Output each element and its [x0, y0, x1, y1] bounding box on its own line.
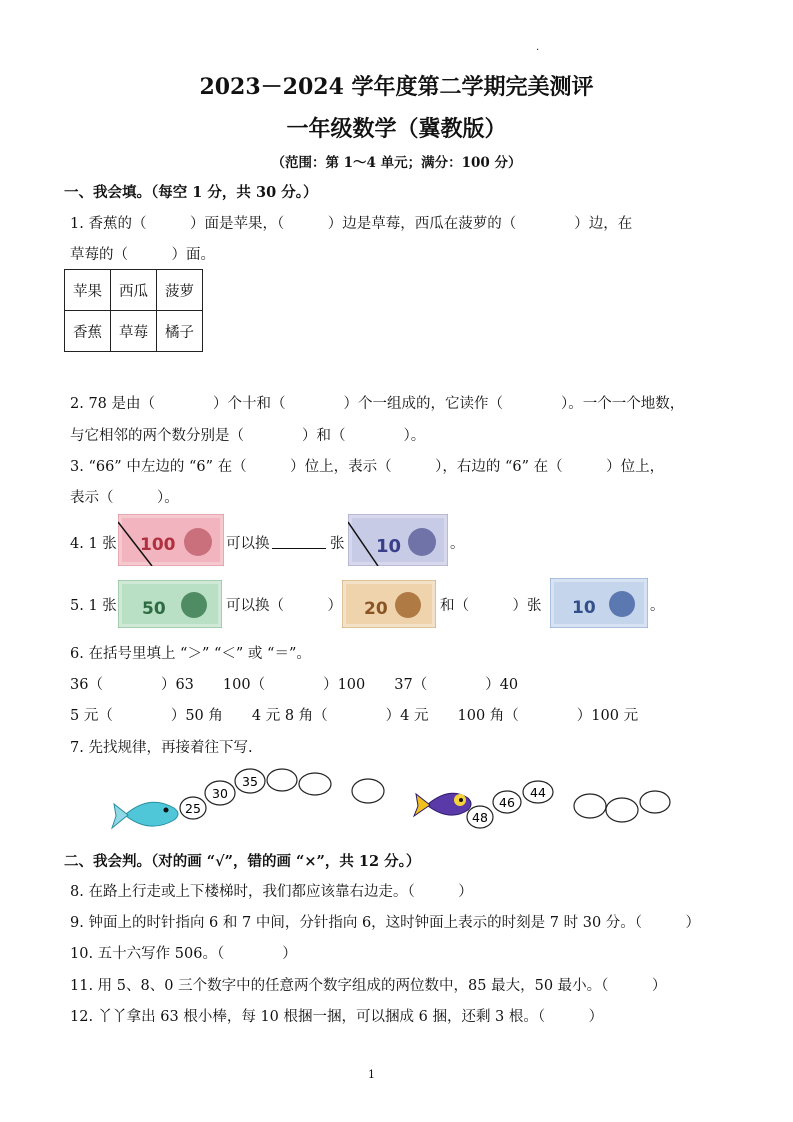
- banknote-value: 50: [142, 599, 166, 619]
- q5-mid: 可以换（ ）: [226, 598, 342, 614]
- page-mark: .: [536, 42, 540, 53]
- section-2-title: 二、我会判。（对的画 “√”，错的画 “×”，共 12 分。）: [64, 853, 421, 870]
- judge-item: 12. 丫丫拿出 63 根小棒，每 10 根捆一捆，可以捆成 6 捆，还剩 3 根。（ ）: [70, 1009, 604, 1025]
- seq-a-value: 30: [212, 786, 228, 801]
- seq-a-value: 25: [185, 801, 201, 816]
- judge-item: 10. 五十六写作 506。（ ）: [70, 946, 297, 962]
- q7-line1: 7. 先找规律，再接着往下写.: [70, 740, 253, 756]
- fish-purple-icon: [414, 793, 471, 816]
- page-subtitle: 一年级数学（冀教版）: [286, 116, 507, 142]
- q6-row1: 36（ ）63 100（ ）100 37（ ）40: [70, 677, 519, 693]
- banknote-50-icon: [118, 580, 222, 628]
- banknote-100-icon: [118, 514, 224, 566]
- section-1-title: 一、我会填。（每空 1 分，共 30 分。）: [64, 184, 318, 201]
- banknote-10-icon: [348, 514, 448, 566]
- banknote-value: 10: [376, 536, 402, 557]
- seq-b-value: 44: [530, 785, 546, 800]
- page-number: 1: [368, 1068, 375, 1081]
- fruit-cell: 橘子: [157, 311, 203, 352]
- fruit-cell: 苹果: [65, 270, 111, 311]
- pattern-figure: [110, 760, 710, 838]
- q5-end: 。: [650, 598, 665, 614]
- banknote-value: 10: [572, 598, 596, 618]
- judge-item: 11. 用 5、8、0 三个数字中的任意两个数字组成的两位数中，85 最大，50 最小。（ ）: [70, 978, 667, 994]
- q2-line1: 2. 78 是由（ ）个十和（ ）个一组成的，它读作（ ）。一个一个地数，: [70, 396, 685, 412]
- seq-b-value: 48: [472, 810, 488, 825]
- fruit-cell: 香蕉: [65, 311, 111, 352]
- judge-item: 8. 在路上行走或上下楼梯时，我们都应该靠右边走。（ ）: [70, 884, 473, 900]
- seq-b-value: 46: [499, 795, 515, 810]
- judge-item: 9. 钟面上的时针指向 6 和 7 中间，分针指向 6，这时钟面上表示的时刻是 7 时 30 分。（ ）: [70, 915, 701, 931]
- q6-row2: 5 元（ ）50 角 4 元 8 角（ ）4 元 100 角（ ）100 元: [70, 708, 639, 724]
- q6-line1: 6. 在括号里填上 “＞” “＜” 或 “＝”。: [70, 646, 311, 662]
- scope-line: （范围：第 1～4 单元；满分：100 分）: [271, 155, 522, 171]
- banknote-10-icon: [550, 578, 648, 628]
- fish-cyan-icon: [112, 802, 178, 828]
- banknote-20-icon: [342, 580, 436, 628]
- q4-unit: 张: [330, 536, 345, 552]
- fruit-cell: 草莓: [111, 311, 157, 352]
- q2-line2: 与它相邻的两个数分别是（ ）和（ ）。: [70, 428, 426, 444]
- fruit-cell: 西瓜: [111, 270, 157, 311]
- q1-line2: 草莓的（ ）面。: [70, 247, 215, 263]
- q3-line2: 表示（ ）。: [70, 490, 179, 506]
- seq-a-value: 35: [242, 774, 258, 789]
- q4-mid: 可以换: [226, 536, 270, 552]
- q3-line1: 3. “66” 中左边的 “6” 在（ ）位上，表示（ ），右边的 “6” 在（ ）位上，: [70, 459, 665, 475]
- banknote-value: 20: [364, 599, 388, 619]
- q5-pre: 5. 1 张: [70, 598, 117, 614]
- q4-answer-blank[interactable]: [272, 534, 326, 549]
- fruit-cell: 菠萝: [157, 270, 203, 311]
- fruit-table: [64, 269, 203, 352]
- q1-line1: 1. 香蕉的（ ）面是苹果，（ ）边是草莓，西瓜在菠萝的（ ）边，在: [70, 216, 633, 232]
- banknote-value: 100: [140, 535, 176, 555]
- q4-end: 。: [450, 536, 465, 552]
- q4-pre: 4. 1 张: [70, 536, 117, 552]
- q5-and: 和（ ）张: [440, 598, 542, 614]
- page-title: 2023－2024 学年度第二学期完美测评: [199, 74, 594, 100]
